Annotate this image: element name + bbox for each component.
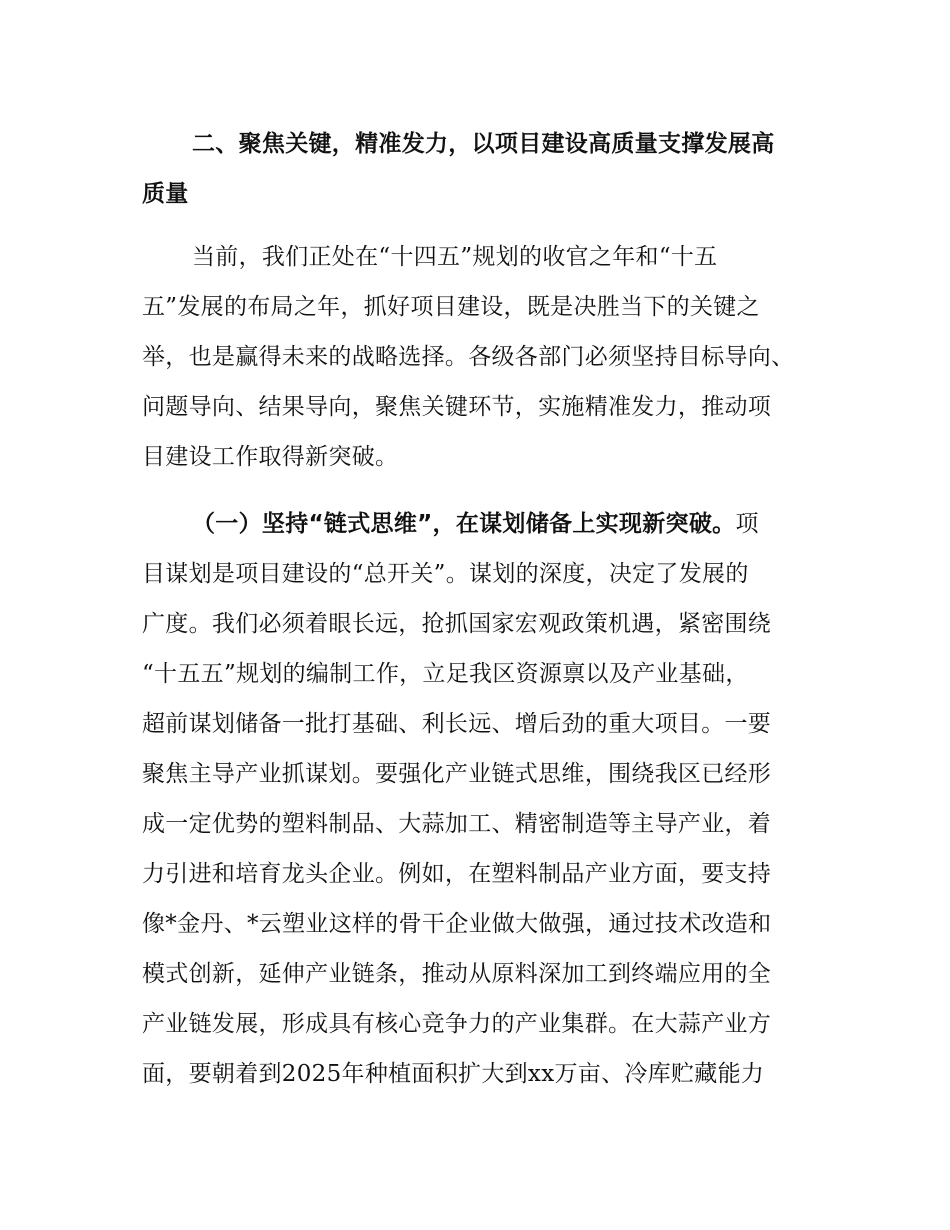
paragraph-1-line-5: 目建设工作取得新突破。 bbox=[142, 444, 399, 470]
paragraph-2-line-1-rest: 项 bbox=[735, 511, 759, 537]
paragraph-1-line-1: 当前，我们正处在“十四五”规划的收官之年和“十五 bbox=[192, 244, 718, 270]
paragraph-1-line-4: 问题导向、结果导向，聚焦关键环节，实施精准发力，推动项 bbox=[142, 394, 772, 420]
paragraph-2-line-4: “十五五”规划的编制工作，立足我区资源禀以及产业基础， bbox=[142, 661, 749, 687]
paragraph-2-line-9: 像*金丹、*云塑业这样的骨干企业做大做强，通过技术改造和 bbox=[142, 911, 772, 937]
paragraph-2-line-3: 广度。我们必须着眼长远，抢抓国家宏观政策机遇，紧密围绕 bbox=[142, 611, 772, 637]
section-heading-line-1: 二、聚焦关键，精准发力，以项目建设高质量支撑发展高 bbox=[192, 131, 775, 157]
paragraph-2-line-7: 成一定优势的塑料制品、大蒜加工、精密制造等主导产业，着 bbox=[142, 811, 772, 837]
paragraph-2-line-11: 产业链发展，形成具有核心竞争力的产业集群。在大蒜产业方 bbox=[142, 1011, 772, 1037]
paragraph-2-line-1 bbox=[192, 509, 759, 539]
paragraph-2-line-8: 力引进和培育龙头企业。例如，在塑料制品产业方面，要支持 bbox=[142, 861, 772, 887]
paragraph-1-line-2: 五”发展的布局之年，抓好项目建设，既是决胜当下的关键之 bbox=[142, 294, 760, 320]
section-heading-line-2: 质量 bbox=[142, 181, 189, 207]
paragraph-2-line-2: 目谋划是项目建设的“总开关”。谋划的深度，决定了发展的 bbox=[142, 561, 749, 587]
subsection-heading: （一）坚持“链式思维”，在谋划储备上实现新突破。 bbox=[192, 511, 736, 537]
paragraph-2-line-5: 超前谋划储备一批打基础、利长远、增后劲的重大项目。一要 bbox=[142, 711, 772, 737]
paragraph-2-line-10: 模式创新，延伸产业链条，推动从原料深加工到终端应用的全 bbox=[142, 961, 772, 987]
paragraph-2-line-6: 聚焦主导产业抓谋划。要强化产业链式思维，围绕我区已经形 bbox=[142, 761, 772, 787]
paragraph-1-line-3: 举，也是赢得未来的战略选择。各级各部门必须坚持目标导向、 bbox=[142, 344, 795, 370]
paragraph-2-line-12: 面，要朝着到2025年种植面积扩大到xx万亩、冷库贮藏能力 bbox=[142, 1061, 765, 1087]
